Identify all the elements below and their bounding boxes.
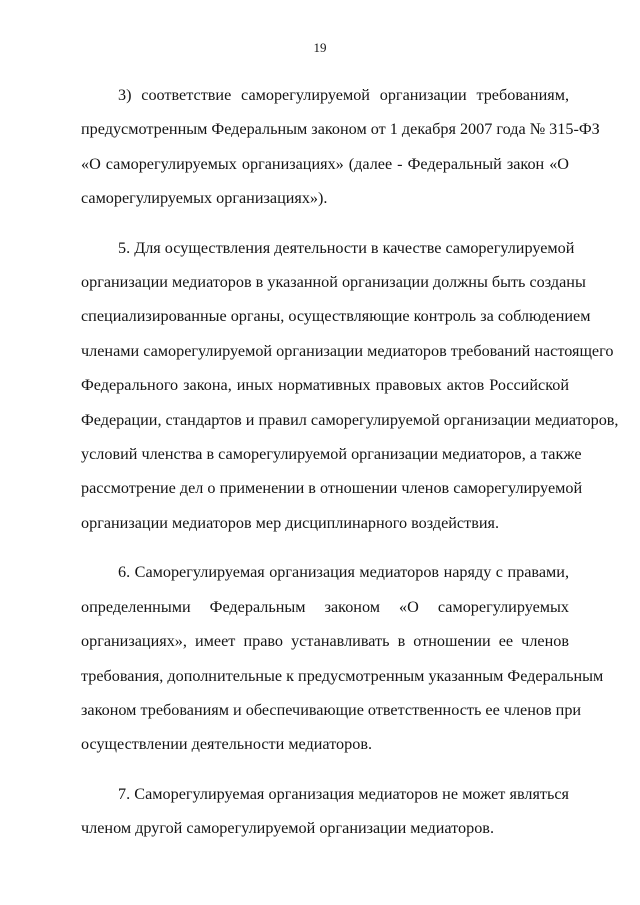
text-line: требования, дополнительные к предусмотренным указанным Федеральным [81, 666, 604, 685]
text-line: организации медиаторов мер дисциплинарного воздействия. [81, 513, 499, 532]
text-line: организации медиаторов в указанной организации должны быть созданы [81, 273, 586, 292]
text-line: Федерации, стандартов и правил саморегулируемой организации медиаторов, [81, 410, 619, 429]
document-body [81, 78, 619, 846]
text-line: 3) соответствие саморегулируемой организации требованиям, [118, 86, 569, 104]
text-line: условий членства в саморегулируемой организации медиаторов, а также [81, 445, 582, 464]
text-line: членом другой саморегулируемой организации медиаторов. [81, 819, 494, 838]
text-line: осуществлении деятельности медиаторов. [81, 735, 373, 754]
text-line: определенными Федеральным законом «О саморегулируемых [81, 597, 569, 616]
text-line: рассмотрение дел о применении в отношении членов саморегулируемой [81, 479, 583, 498]
paragraph-spacer [81, 540, 569, 555]
paragraph-item-3 [81, 78, 600, 216]
paragraph-spacer [81, 762, 569, 777]
text-line: членами саморегулируемой организации медиаторов требований настоящего [81, 341, 614, 360]
text-line: Федерального закона, иных нормативных правовых актов Российской [81, 376, 569, 395]
text-line: 6. Саморегулируемая организация медиаторов наряду с правами, [118, 563, 569, 582]
text-line: законом требованиям и обеспечивающие ответственность ее членов при [81, 700, 582, 719]
text-line: 5. Для осуществления деятельности в качестве саморегулируемой [118, 238, 575, 257]
paragraph-5 [81, 231, 619, 541]
text-line: специализированные органы, осуществляющие контроль за соблюдением [81, 307, 591, 326]
paragraph-6 [81, 555, 604, 761]
paragraph-7 [81, 777, 569, 846]
text-line: предусмотренным Федеральным законом от 1 декабря 2007 года № 315-ФЗ [81, 120, 600, 139]
text-line: организациях», имеет право устанавливать в отношении ее членов [81, 632, 569, 651]
text-line: «О саморегулируемых организациях» (далее - Федеральный закон «О [81, 154, 569, 173]
paragraph-spacer [81, 216, 569, 231]
page-number: 19 [313, 40, 327, 55]
text-line: 7. Саморегулируемая организация медиаторов не может являться [118, 784, 569, 803]
text-line: саморегулируемых организациях»). [81, 189, 328, 208]
